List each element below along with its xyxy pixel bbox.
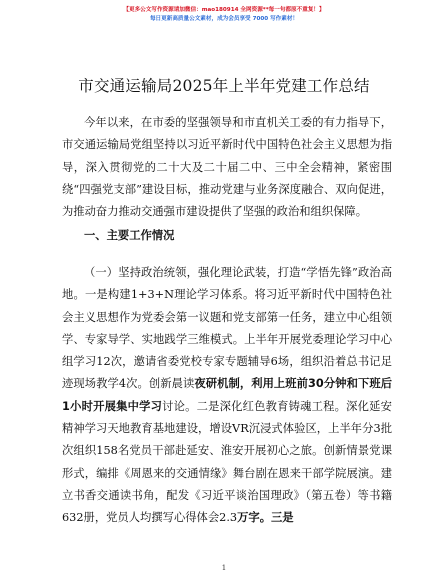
- promo-banner-line-2: 每日更新高质量公文素材，成为会员享受 7000 写作素材！: [149, 16, 299, 22]
- section-paragraph-text-2: 讨论。二是深化红色教育铸魂工程。深化延安精神学习天地教育基地建设，增设VR沉浸式体验区，上半年分3批次组织158名党员干部赴延安、淮安开展初心之旅。创新情景党课形式，编排《周恩来的交通情缘》舞台剧在恩来干部学院展演。建立书香交通读书角，配发《习近平谈治国理政》（第五卷）等书籍632册，党员人均撰写心得体会2.3: [62, 399, 392, 525]
- promo-banner: [0, 6, 448, 24]
- section-paragraph-text-1: （一）坚持政治统领，强化理论武装，打造“学悟先锋”政治高地。一是构建1+3+N理论学习体系。将习近平新时代中国特色社会主义思想作为党委会第一议题和党支部第一任务，建立中心组领学、专家导学、实地践学三维模式。上半年开展党委理论学习中心组学习12次，邀请省委党校专家专题辅导6场，组织沿着总书记足迹现场教学4次。创新晨读: [62, 266, 392, 391]
- page-number: 1: [221, 564, 227, 572]
- document-title: 市交通运输局2025年上半年党建工作总结: [78, 77, 370, 95]
- section-paragraph-bold-1: 夜研机制，利用上班前30分钟和下班后1小时开展集中学习: [62, 377, 392, 413]
- section-paragraph-bold-2: 万字。三是: [237, 511, 294, 525]
- section-heading: 一、主要工作情况: [84, 229, 175, 242]
- section-paragraph: [62, 262, 392, 530]
- intro-paragraph: 今年以来，在市委的坚强领导和市直机关工委的有力指导下，市交通运输局党组坚持以习近平新时代中国特色社会主义思想为指导，深入贯彻党的二十大及二十届二中、三中全会精神，紧密围绕“四强党支部”建设目标，推动党建与业务深度融合、双向促进，为推动奋力推动交通强市建设提供了坚强的政治和组织保障。: [62, 116, 392, 219]
- promo-banner-line-1: 【更多公文写作资源请加微信：mao180914 全网资源**每一句都原不重复！】: [123, 7, 325, 13]
